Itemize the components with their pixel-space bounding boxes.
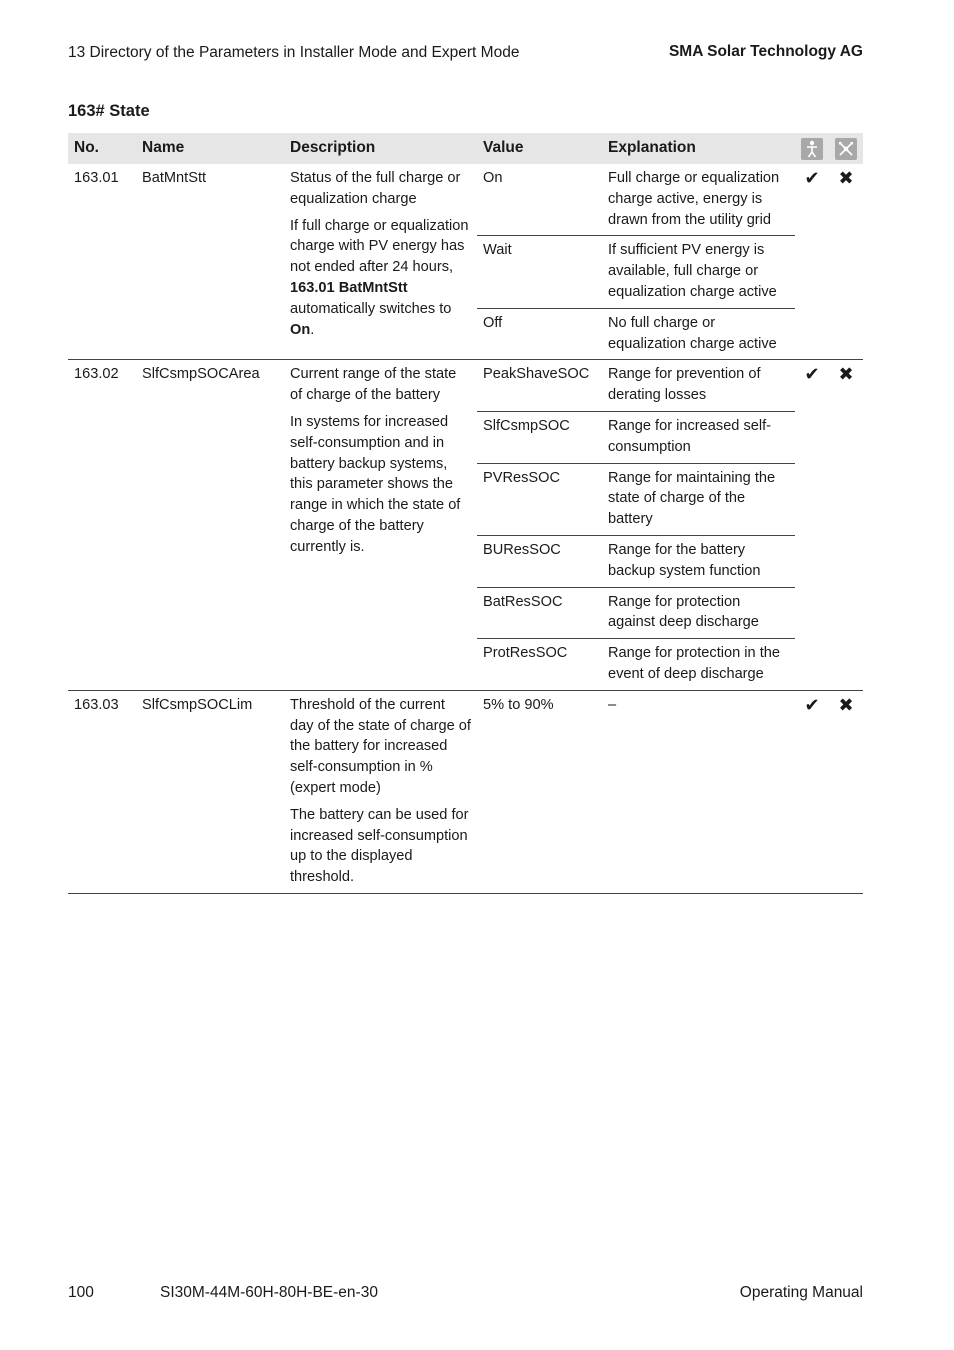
explanation-cell: Range for the battery backup system function [602, 535, 795, 587]
section-title: 163# State [68, 102, 150, 120]
param-number: 163.01 [68, 164, 136, 360]
expert-cross-icon: ✖ [829, 690, 863, 893]
value-cell: On [477, 164, 602, 236]
description-note: In systems for increased self-consumption and in battery backup systems, this parameter shows the range in which the state of charge of the battery currently is. [290, 413, 461, 555]
param-name: BatMntStt [136, 164, 284, 360]
param-description [284, 360, 477, 690]
installer-mode-icon [801, 138, 823, 160]
param-number: 163.02 [68, 360, 136, 690]
explanation-cell: – [602, 690, 795, 893]
document-type: Operating Manual [739, 1284, 863, 1301]
value-cell: Off [477, 308, 602, 360]
expert-cross-icon: ✖ [829, 164, 863, 360]
description-note: If full charge or equalization charge with PV energy has not ended after 24 hours, 163.01 BatMntStt automatically switches to On. [290, 217, 469, 338]
table-row [68, 690, 863, 893]
expert-cross-icon: ✖ [829, 360, 863, 690]
col-header-no: No. [68, 133, 136, 164]
col-header-value: Value [477, 133, 602, 164]
chapter-header: 13 Directory of the Parameters in Installer Mode and Expert Mode [68, 44, 520, 61]
value-cell: PeakShaveSOC [477, 360, 602, 412]
param-description [284, 690, 477, 893]
document-id: SI30M-44M-60H-80H-BE-en-30 [160, 1284, 378, 1301]
parameter-table [68, 133, 863, 894]
expert-mode-icon [835, 138, 857, 160]
installer-check-icon: ✔ [795, 360, 829, 690]
installer-check-icon: ✔ [795, 164, 829, 360]
explanation-cell: Range for increased self-consumption [602, 411, 795, 463]
explanation-cell: Range for prevention of derating losses [602, 360, 795, 412]
description-text: Threshold of the current day of the state of charge of the battery for increased self-consumption in % (expert mode) [290, 696, 471, 796]
col-header-expert [829, 133, 863, 164]
page-number: 100 [68, 1284, 94, 1301]
explanation-cell: If sufficient PV energy is available, full charge or equalization charge active [602, 236, 795, 308]
explanation-cell: Range for protection against deep discharge [602, 587, 795, 639]
value-cell: BUResSOC [477, 535, 602, 587]
explanation-cell: No full charge or equalization charge active [602, 308, 795, 360]
param-name: SlfCsmpSOCArea [136, 360, 284, 690]
table-header-row [68, 133, 863, 164]
col-header-description: Description [284, 133, 477, 164]
col-header-name: Name [136, 133, 284, 164]
explanation-cell: Range for protection in the event of deep discharge [602, 639, 795, 691]
company-name: SMA Solar Technology AG [668, 43, 863, 60]
value-cell: PVResSOC [477, 463, 602, 535]
value-cell: ProtResSOC [477, 639, 602, 691]
col-header-installer [795, 133, 829, 164]
col-header-explanation: Explanation [602, 133, 795, 164]
table-row [68, 360, 863, 412]
explanation-cell: Full charge or equalization charge active, energy is drawn from the utility grid [602, 164, 795, 236]
table-row [68, 164, 863, 236]
param-name: SlfCsmpSOCLim [136, 690, 284, 893]
description-text: Status of the full charge or equalization charge [290, 170, 461, 207]
value-cell: BatResSOC [477, 587, 602, 639]
explanation-cell: Range for maintaining the state of charge of the battery [602, 463, 795, 535]
value-cell: 5% to 90% [477, 690, 602, 893]
value-cell: SlfCsmpSOC [477, 411, 602, 463]
installer-check-icon: ✔ [795, 690, 829, 893]
param-description [284, 164, 477, 360]
value-cell: Wait [477, 236, 602, 308]
description-text: Current range of the state of charge of the battery [290, 366, 457, 404]
param-number: 163.03 [68, 690, 136, 893]
description-note: The battery can be used for increased self-consumption up to the displayed threshold. [290, 806, 469, 886]
